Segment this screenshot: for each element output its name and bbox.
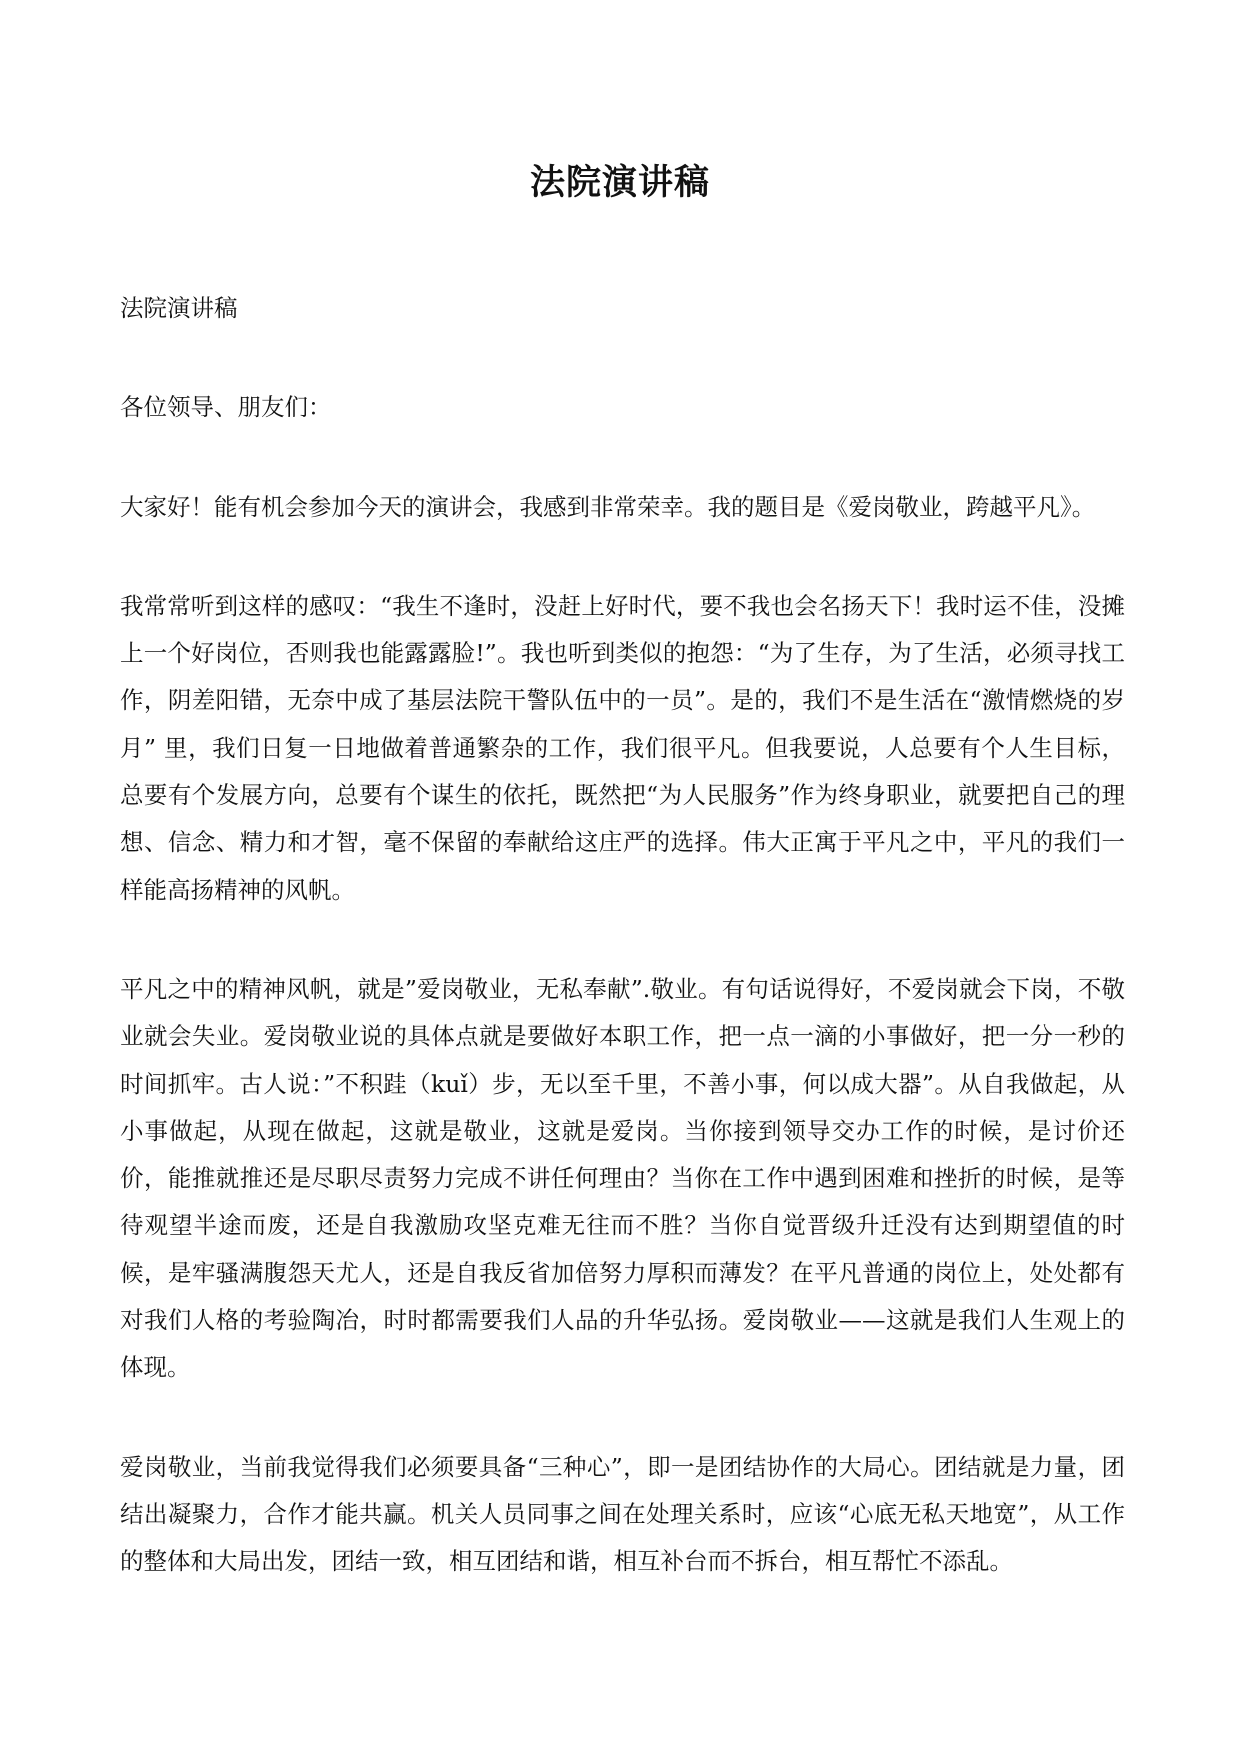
salutation-paragraph: 各位领导、朋友们：: [120, 393, 332, 422]
document-body: [120, 285, 1125, 1638]
body-paragraph: 平凡之中的精神风帆，就是”爱岗敬业，无私奉献”.敬业。有句话说得好，不爱岗就会下岗，不敬业就会失业。爱岗敬业说的具体点就是要做好本职工作，把一点一滴的小事做好，把一分一秒的时间抓牢。古人说：”不积跬（kuǐ）步，无以至千里，不善小事，何以成大器”。从自我做起，从小事做起，从现在做起，这就是敬业，这就是爱岗。当你接到领导交办工作的时候，是讨价还价，能推就推还是尽职尽责努力完成不讲任何理由？当你在工作中遇到困难和挫折的时候，是等待观望半途而废，还是自我激励攻坚克难无往而不胜？当你自觉晋级升迁没有达到期望值的时候，是牢骚满腹怨天尤人，还是自我反省加倍努力厚积而薄发？在平凡普通的岗位上，处处都有对我们人格的考验陶冶，时时都需要我们人品的升华弘扬。爱岗敬业——这就是我们人生观上的体现。: [120, 974, 1125, 1382]
document-title: 法院演讲稿: [529, 162, 710, 203]
subtitle-paragraph: 法院演讲稿: [120, 294, 238, 322]
body-paragraph: 我常常听到这样的感叹：“我生不逢时，没赶上好时代，要不我也会名扬天下！我时运不佳，没摊上一个好岗位，否则我也能露露脸!”。我也听到类似的抱怨：“为了生存，为了生活，必须寻找工作，阴差阳错，无奈中成了基层法院干警队伍中的一员”。是的，我们不是生活在“激情燃烧的岁月” 里，我们日复一日地做着普通繁杂的工作，我们很平凡。但我要说，人总要有个人生目标，总要有个发展方向，总要有个谋生的依托，既然把“为人民服务”作为终身职业，就要把自己的理想、信念、精力和才智，毫不保留的奉献给这庄严的选择。伟大正寓于平凡之中，平凡的我们一样能高扬精神的风帆。: [120, 591, 1125, 904]
body-paragraph: 大家好！能有机会参加今天的演讲会，我感到非常荣幸。我的题目是《爱岗敬业，跨越平凡》。: [120, 492, 1096, 521]
body-paragraph: 爱岗敬业，当前我觉得我们必须要具备“三种心”，即一是团结协作的大局心。团结就是力量，团结出凝聚力，合作才能共赢。机关人员同事之间在处理关系时，应该“心底无私天地宽”，从工作的整体和大局出发，团结一致，相互团结和谐，相互补台而不拆台，相互帮忙不添乱。: [120, 1452, 1125, 1576]
